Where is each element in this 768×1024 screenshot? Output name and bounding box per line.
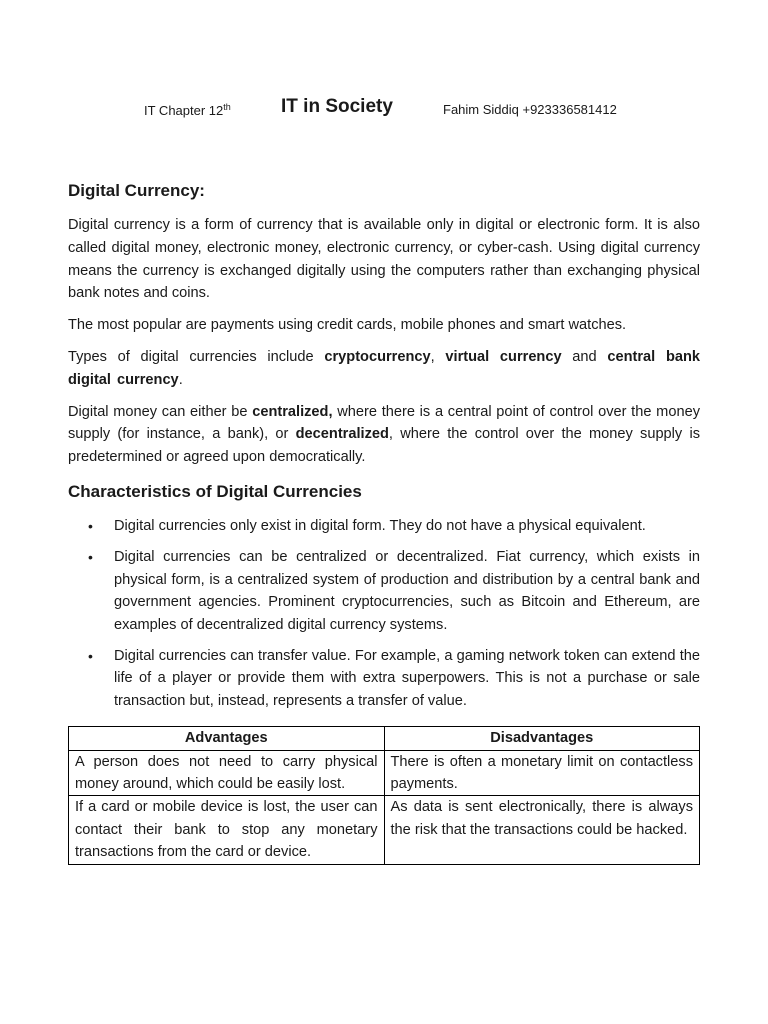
list-item: • Digital currencies can transfer value. For example, a gaming network token can extend the life of a player or provide them with extra superpowers. This is not a purchase or sale transaction but, instead, represents a transfer of value.: [68, 645, 700, 712]
table-row: [69, 796, 700, 864]
list-item: • Digital currencies only exist in digital form. They do not have a physical equivalent.: [68, 515, 700, 537]
bullet-icon: •: [88, 648, 93, 664]
page-header: [0, 96, 768, 124]
chapter-label: IT Chapter 12th: [144, 102, 231, 118]
table-row: [69, 750, 700, 796]
header-disadvantages: Disadvantages: [384, 727, 700, 750]
paragraph-popular-payments: The most popular are payments using credit cards, mobile phones and smart watches.: [68, 317, 627, 334]
paragraph-centralization: Digital money can either be centralized, where there is a central point of control over the money supply (for instance, a bank), or decentralized, where the control over the money supply is predetermined or agreed upon democratically.: [68, 403, 700, 466]
table-cell: As data is sent electronically, there is always the risk that the transactions could be hacked.: [384, 796, 700, 864]
document-body: [68, 180, 700, 865]
header-advantages: Advantages: [69, 727, 385, 750]
table-cell: There is often a monetary limit on contactless payments.: [384, 750, 700, 796]
list-item: • Digital currencies can be centralized or decentralized. Fiat currency, which exists in physical form, is a centralized system of production and distribution by a central bank and government agencies. Prominent cryptocurrencies, such as Bitcoin and Ethereum, are examples of decentralized digital currency systems.: [68, 546, 700, 636]
bullet-icon: •: [88, 549, 93, 566]
table-header-row: [69, 727, 700, 750]
author-contact: Fahim Siddiq +923336581412: [443, 102, 617, 117]
characteristics-list: [68, 515, 700, 712]
section-heading-digital-currency: Digital Currency:: [68, 181, 205, 200]
bullet-icon: •: [88, 517, 93, 534]
table-cell: A person does not need to carry physical money around, which could be easily lost.: [69, 750, 385, 796]
table-cell: If a card or mobile device is lost, the user can contact their bank to stop any monetary transactions from the card or device.: [69, 796, 385, 864]
section-heading-characteristics: Characteristics of Digital Currencies: [68, 481, 362, 501]
paragraph-definition: Digital currency is a form of currency that is available only in digital or electronic form. It is also called digital money, electronic money, electronic currency, or cyber-cash. Using digital currency means the currency is exchanged digitally using the computers rather than exchanging physical bank notes and coins.: [68, 217, 700, 302]
paragraph-types: Types of digital currencies include cryptocurrency, virtual currency and central bank digital currency.: [68, 348, 701, 388]
advantages-disadvantages-table: [68, 726, 700, 864]
page-title: IT in Society: [281, 96, 393, 117]
